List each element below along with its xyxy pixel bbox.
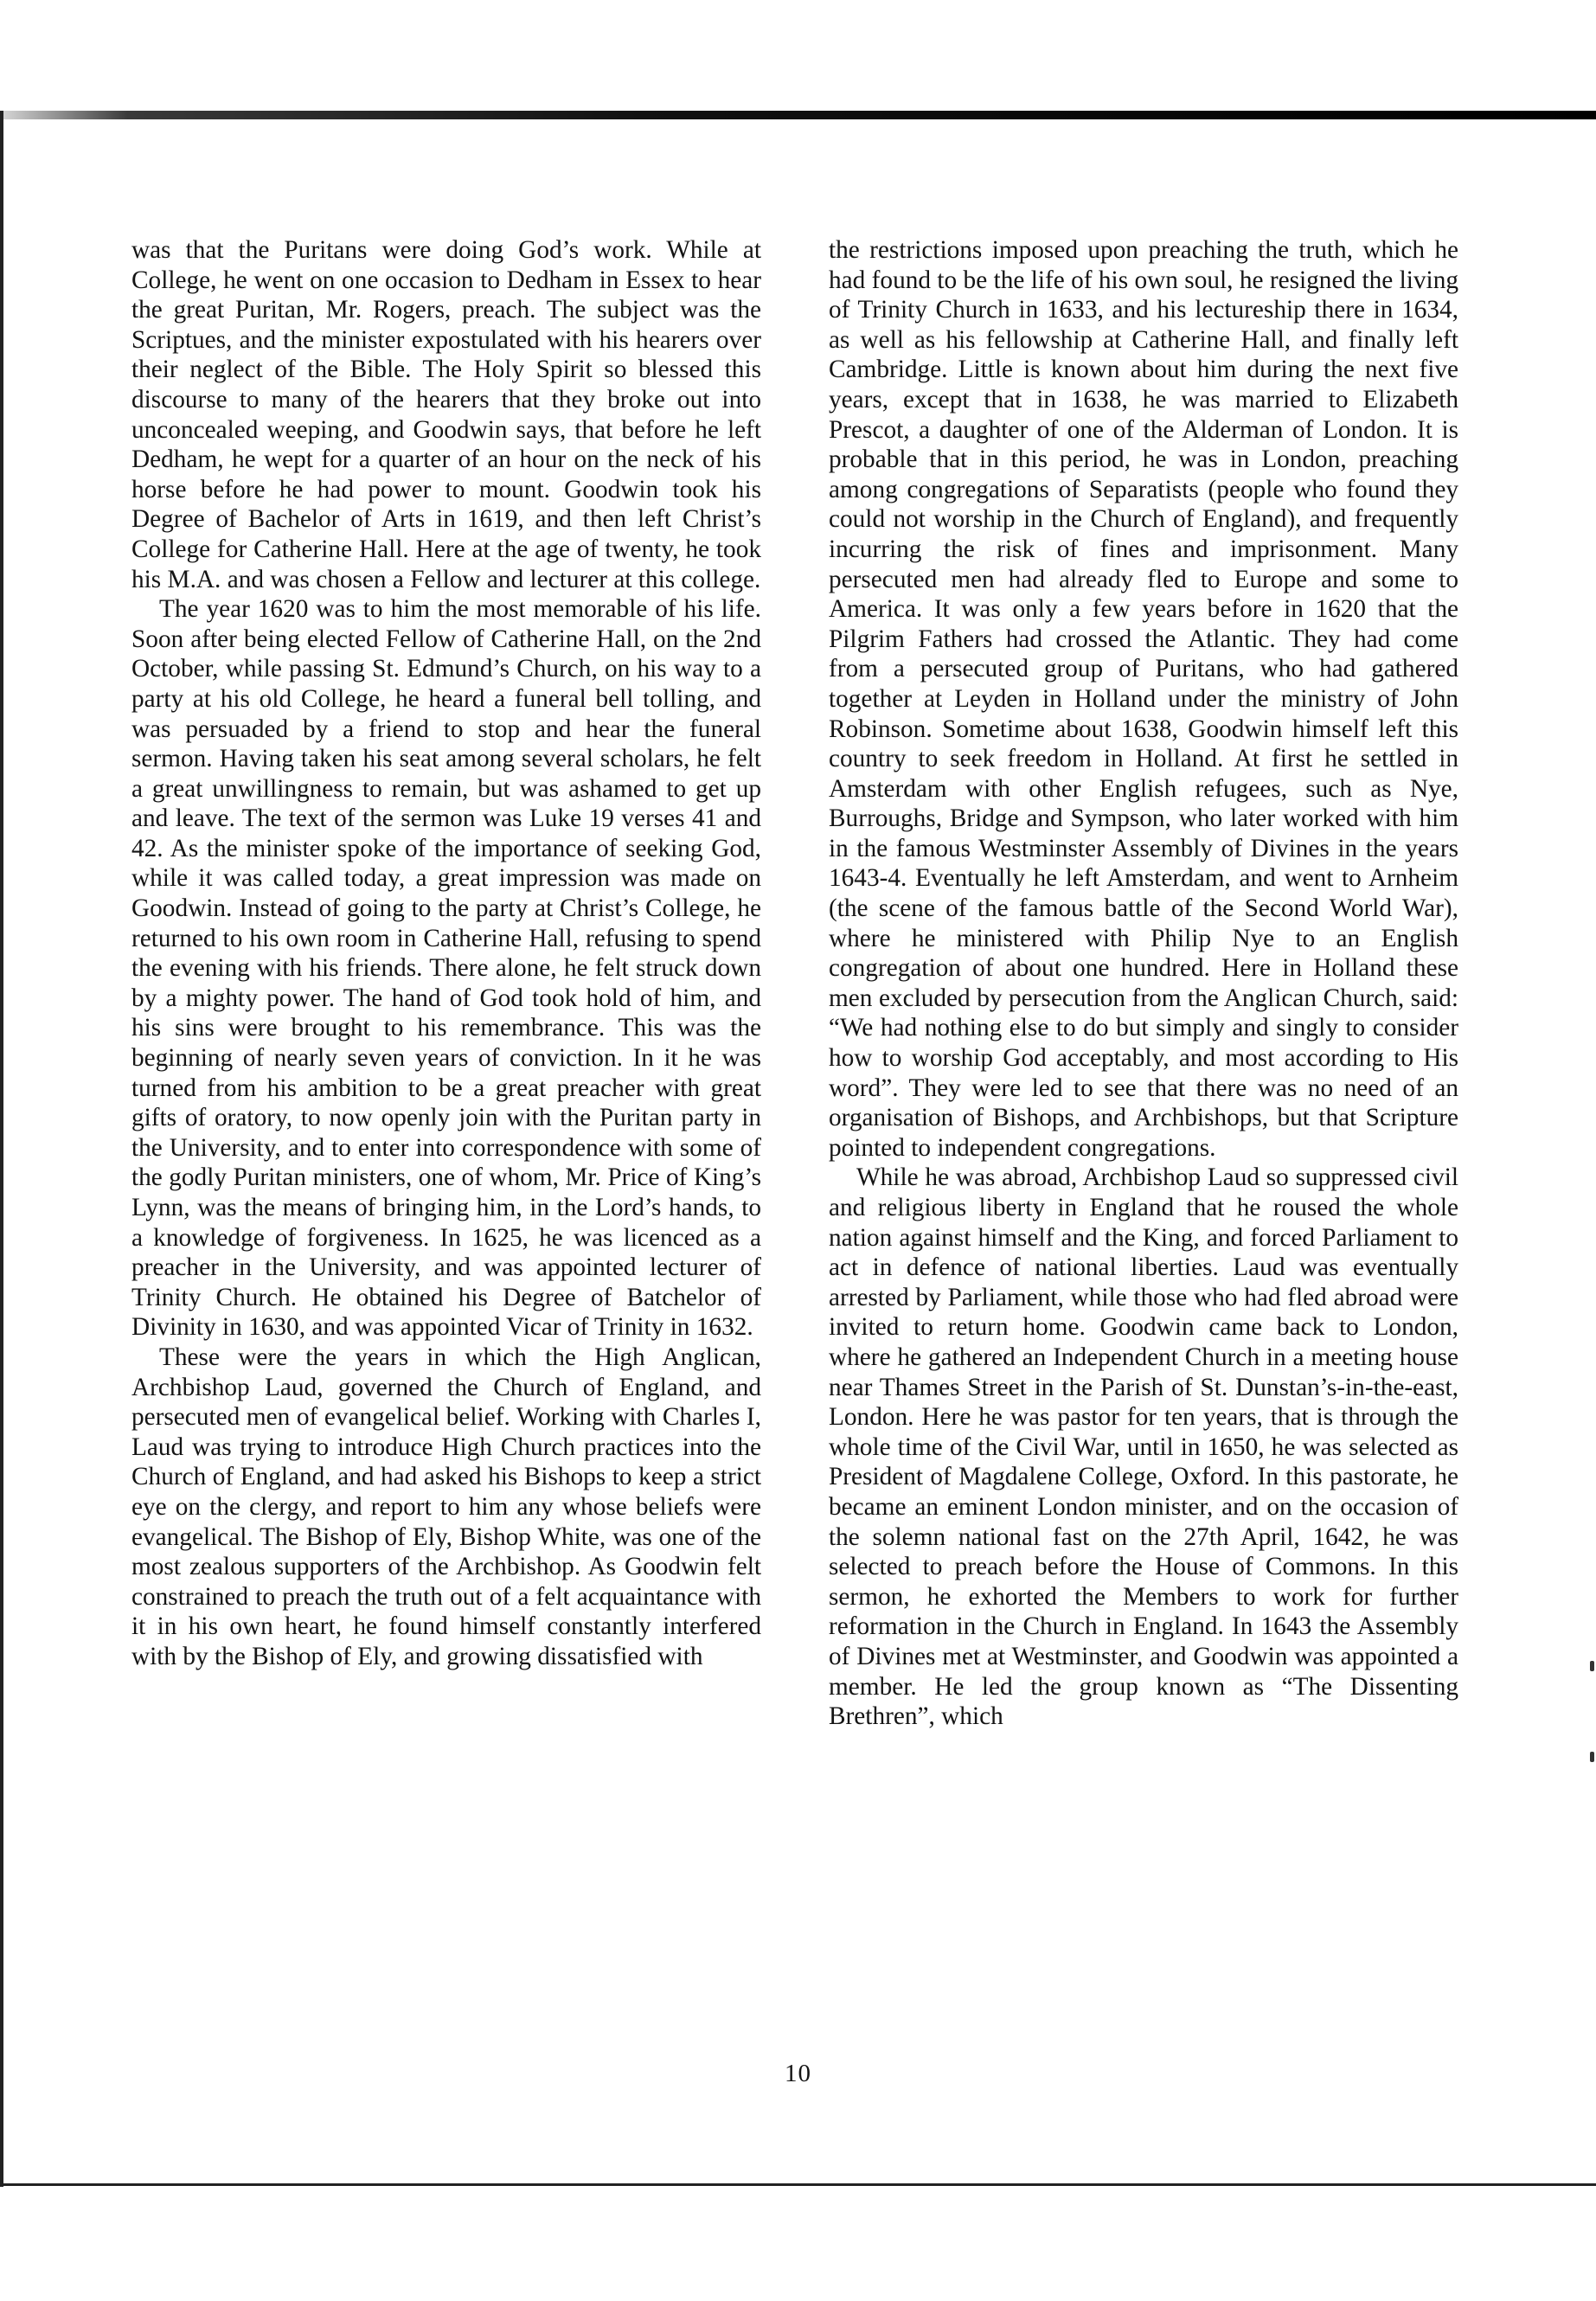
margin-mark-2	[1590, 1752, 1594, 1762]
left-paragraph-1: was that the Puritans were doing God’s work. While at College, he went on one occasion to Dedham in Essex to hear the great Puritan, Mr. Rogers, preach. The subject was the Scriptues, and the minister expostulated with his hearers over their neglect of the Bible. The Holy Spirit so blessed this discourse to many of the hearers that they broke out into unconcealed weeping, and Goodwin says, that before he left Dedham, he wept for a quarter of an hour on the neck of his horse before he had power to mount. Goodwin took his Degree of Bachelor of Arts in 1619, and then left Christ’s College for Catherine Hall. Here at the age of twenty, he took his M.A. and was chosen a Fellow and lecturer at this college.	[131, 236, 761, 593]
bottom-border-rule	[0, 2183, 1596, 2186]
left-paragraph-3: These were the years in which the High Anglican, Archbishop Laud, governed the Church of England, and persecuted men of evangelical belief. Working with Charles I, Laud was trying to introduce High Church practices into the Church of England, and had asked his Bishops to keep a strict eye on the clergy, and report to him any whose beliefs were evangelical. The Bishop of Ely, Bishop White, was one of the most zealous supporters of the Archbishop. As Goodwin felt constrained to preach the truth out of a felt acquaintance with it in his own heart, he found himself constantly interfered with by the Bishop of Ely, and growing dissatisfied with	[131, 1343, 761, 1670]
left-page-edge	[0, 111, 3, 2187]
right-paragraph-2: While he was abroad, Archbishop Laud so suppressed civil and religious liberty in England that he roused the whole nation against himself and the King, and forced Parliament to act in defence of national liberties. Laud was eventually arrested by Parliament, while those who had fled abroad were invited to return home. Goodwin came back to London, where he gathered an Independent Church in a meeting house near Thames Street in the Parish of St. Dunstan’s-in-the-east, London. Here he was pastor for ten years, that is through the whole time of the Civil War, until in 1650, he was selected as President of Magdalene College, Oxford. In this pastorate, he became an eminent London minister, and on the occasion of the solemn national fast on the 27th April, 1642, he was selected to preach before the House of Commons. In this sermon, he exhorted the Members to work for further reformation in the Church in England. In 1643 the Assembly of Divines met at Westminster, and Goodwin was appointed a member. He led the group known as “The Dissenting Brethren”, which	[829, 1163, 1458, 1731]
top-border-rule	[0, 111, 1596, 119]
left-text-column	[131, 235, 761, 1672]
right-paragraph-1: the restrictions imposed upon preaching the truth, which he had found to be the life of his own soul, he resigned the living of Trinity Church in 1633, and his lectureship there in 1634, as well as his fellowship at Catherine Hall, and finally left Cambridge. Little is known about him during the next five years, except that in 1638, he was married to Elizabeth Prescot, a daughter of one of the Alderman of London. It is probable that in this period, he was in London, preaching among congregations of Separatists (people who found they could not worship in the Church of England), and frequently incurring the risk of fines and imprisonment. Many persecuted men had already fled to Europe and some to America. It was only a few years before in 1620 that the Pilgrim Fathers had crossed the Atlantic. They had come from a persecuted group of Puritans, who had gathered together at Leyden in Holland under the ministry of John Robinson. Sometime about 1638, Goodwin himself left this country to seek freedom in Holland. At first he settled in Amsterdam with other English refugees, such as Nye, Burroughs, Bridge and Sympson, who later worked with him in the famous Westminster Assembly of Divines in the years 1643-4. Eventually he left Amsterdam, and went to Arnheim (the scene of the famous battle of the Second World War), where he ministered with Philip Nye to an English congregation of about one hundred. Here in Holland these men excluded by persecution from the Anglican Church, said: “We had nothing else to do but simply and singly to consider how to worship God acceptably, and most according to His word”. They were led to see that there was no need of an organisation of Bishops, and Archbishops, but that Scripture pointed to independent congregations.	[829, 236, 1458, 1162]
right-text-column	[829, 235, 1458, 1732]
margin-mark-1	[1590, 1661, 1594, 1671]
left-paragraph-2: The year 1620 was to him the most memorable of his life. Soon after being elected Fellow of Catherine Hall, on the 2nd October, while passing St. Edmund’s Church, on his way to a party at his old College, he heard a funeral bell tolling, and was persuaded by a friend to stop and hear the funeral sermon. Having taken his seat among several scholars, he felt a great unwillingness to remain, but was ashamed to get up and leave. The text of the sermon was Luke 19 verses 41 and 42. As the minister spoke of the importance of seeking God, while it was called today, a great impression was made on Goodwin. Instead of going to the party at Christ’s College, he returned to his own room in Catherine Hall, refusing to spend the evening with his friends. There alone, he felt struck down by a mighty power. The hand of God took hold of him, and his sins were brought to his remembrance. This was the beginning of nearly seven years of conviction. In it he was turned from his ambition to be a great preacher with great gifts of oratory, to now openly join with the Puritan party in the University, and to enter into correspondence with some of the godly Puritan ministers, one of whom, Mr. Price of King’s Lynn, was the means of bringing him, in the Lord’s hands, to a knowledge of forgiveness. In 1625, he was licenced as a preacher in the University, and was appointed lecturer of Trinity Church. He obtained his Degree of Batchelor of Divinity in 1630, and was appointed Vicar of Trinity in 1632.	[131, 595, 761, 1342]
page-number: 10	[785, 2060, 811, 2087]
